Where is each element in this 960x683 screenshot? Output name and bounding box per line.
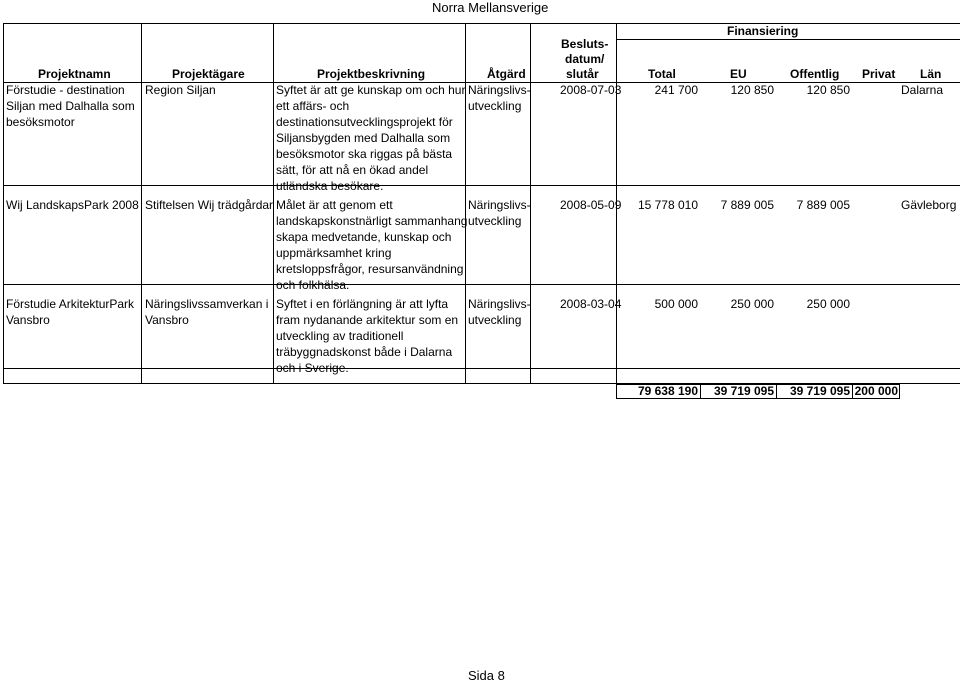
header-beslut-line1: Besluts- xyxy=(561,37,609,51)
row1-projektagare-line: Region Siljan xyxy=(145,83,216,97)
row3-beskrivning-line: Syftet i en förlängning är att lyfta xyxy=(276,297,449,311)
totals-eu: 39 719 095 xyxy=(713,384,774,398)
row2-eu: 7 889 005 xyxy=(720,198,774,212)
row2-projektnamn-line: Wij LandskapsPark 2008 xyxy=(6,198,139,212)
row1-lan: Dalarna xyxy=(901,83,944,97)
row2-atgard-line: utveckling xyxy=(468,214,522,228)
header-projektbeskrivning: Projektbeskrivning xyxy=(317,67,426,81)
row3-datum: 2008-03-04 xyxy=(560,297,622,311)
totals-total: 79 638 190 xyxy=(637,384,698,398)
row2-bottom-border xyxy=(3,284,960,285)
col-divider-beskrivning xyxy=(273,23,274,384)
row3-beskrivning-line: utveckling av traditionell xyxy=(276,329,404,343)
row2-projektagare-line: Stiftelsen Wij trädgårdar xyxy=(145,198,274,212)
row1-beskrivning-line: destinationsutvecklingsprojekt för xyxy=(276,115,453,129)
row2-beskrivning-line: och folkhälsa. xyxy=(276,278,350,292)
row2-datum: 2008-05-09 xyxy=(560,198,622,212)
page-header: Norra Mellansverige xyxy=(432,0,549,15)
header-projektagare: Projektägare xyxy=(172,67,245,81)
row2-beskrivning xyxy=(276,197,467,293)
row2-offentlig: 7 889 005 xyxy=(796,198,850,212)
row3-beskrivning-line: träbyggnadskonst både i Dalarna xyxy=(276,345,453,359)
table-left-border xyxy=(3,23,4,384)
header-projektnamn: Projektnamn xyxy=(38,67,111,81)
row3-projektagare xyxy=(145,296,268,328)
row3-atgard-line: Näringslivs- xyxy=(468,297,531,311)
header-offentlig: Offentlig xyxy=(790,67,840,81)
row1-beskrivning-line: besöksmotor ska riggas på bästa xyxy=(276,147,453,161)
row2-projektnamn xyxy=(6,197,139,213)
header-beslut-line3: slutår xyxy=(566,67,599,81)
row3-projektagare-line: Vansbro xyxy=(145,313,189,327)
totals-privat: 200 000 xyxy=(854,384,898,398)
header-lan: Län xyxy=(920,67,942,81)
totals-divider-offentlig xyxy=(776,384,777,399)
row2-projektagare xyxy=(145,197,273,213)
row1-beskrivning xyxy=(276,82,465,194)
row3-bottom-border xyxy=(3,368,960,369)
header-privat: Privat xyxy=(862,67,896,81)
row3-projektnamn-line: Vansbro xyxy=(6,313,50,327)
row2-lan: Gävleborg xyxy=(901,198,957,212)
row2-atgard xyxy=(468,197,531,229)
header-total: Total xyxy=(648,67,676,81)
row2-atgard-line: Näringslivs- xyxy=(468,198,531,212)
header-eu: EU xyxy=(730,67,747,81)
row3-atgard-line: utveckling xyxy=(468,313,522,327)
row3-projektnamn xyxy=(6,296,134,328)
row3-beskrivning-line: fram nydanande arkitektur som en xyxy=(276,313,459,327)
row1-bottom-border xyxy=(3,185,960,186)
header-beslut-line2: datum/ xyxy=(565,52,605,66)
row1-projektnamn-line: besöksmotor xyxy=(6,115,75,129)
row1-datum: 2008-07-03 xyxy=(560,83,622,97)
row3-beskrivning-line: och i Sverige. xyxy=(276,361,349,375)
row2-beskrivning-line: uppmärksamhet kring xyxy=(276,246,392,260)
row2-beskrivning-line: landskapskonstnärligt sammanhang xyxy=(276,214,468,228)
header-finansiering: Finansiering xyxy=(727,24,799,38)
row1-beskrivning-line: utländska besökare. xyxy=(276,179,384,193)
row1-eu: 120 850 xyxy=(730,83,774,97)
table-top-border xyxy=(3,23,960,24)
row1-beskrivning-line: Syftet är att ge kunskap om och hur xyxy=(276,83,466,97)
totals-offentlig: 39 719 095 xyxy=(789,384,850,398)
row1-beskrivning-line: Siljansbygden med Dalhalla som xyxy=(276,131,451,145)
totals-right-border xyxy=(899,384,900,399)
row1-offentlig: 120 850 xyxy=(806,83,850,97)
row1-beskrivning-line: ett affärs- och xyxy=(276,99,350,113)
row2-beskrivning-line: Målet är att genom ett xyxy=(276,198,393,212)
row2-total: 15 778 010 xyxy=(637,198,698,212)
col-divider-projektagare xyxy=(141,23,142,384)
row3-projektagare-line: Näringslivssamverkan i xyxy=(145,297,269,311)
row1-atgard xyxy=(468,82,531,114)
row3-projektnamn-line: Förstudie ArkitekturPark xyxy=(6,297,135,311)
totals-divider-privat xyxy=(852,384,853,399)
header-atgard: Åtgärd xyxy=(487,67,526,81)
row1-total: 241 700 xyxy=(654,83,698,97)
row3-atgard xyxy=(468,296,531,328)
finansiering-underline xyxy=(616,39,960,40)
row1-atgard-line: utveckling xyxy=(468,99,522,113)
row3-total: 500 000 xyxy=(654,297,698,311)
row1-projektnamn-line: Förstudie - destination xyxy=(6,83,125,97)
row3-offentlig: 250 000 xyxy=(806,297,850,311)
row2-beskrivning-line: skapa medvetande, kunskap och xyxy=(276,230,452,244)
row2-beskrivning-line: kretsloppsfrågor, resursanvändning xyxy=(276,262,464,276)
row1-projektnamn xyxy=(6,82,140,130)
row3-beskrivning xyxy=(276,296,458,376)
totals-divider-eu xyxy=(700,384,701,399)
row1-projektnamn-line: Siljan med Dalhalla som xyxy=(6,99,135,113)
row1-atgard-line: Näringslivs- xyxy=(468,83,531,97)
row3-eu: 250 000 xyxy=(730,297,774,311)
row1-beskrivning-line: sätt, för att nå en ökad andel xyxy=(276,163,429,177)
page-footer: Sida 8 xyxy=(468,668,505,683)
row1-projektagare xyxy=(145,82,216,98)
totals-left-border xyxy=(616,384,617,399)
